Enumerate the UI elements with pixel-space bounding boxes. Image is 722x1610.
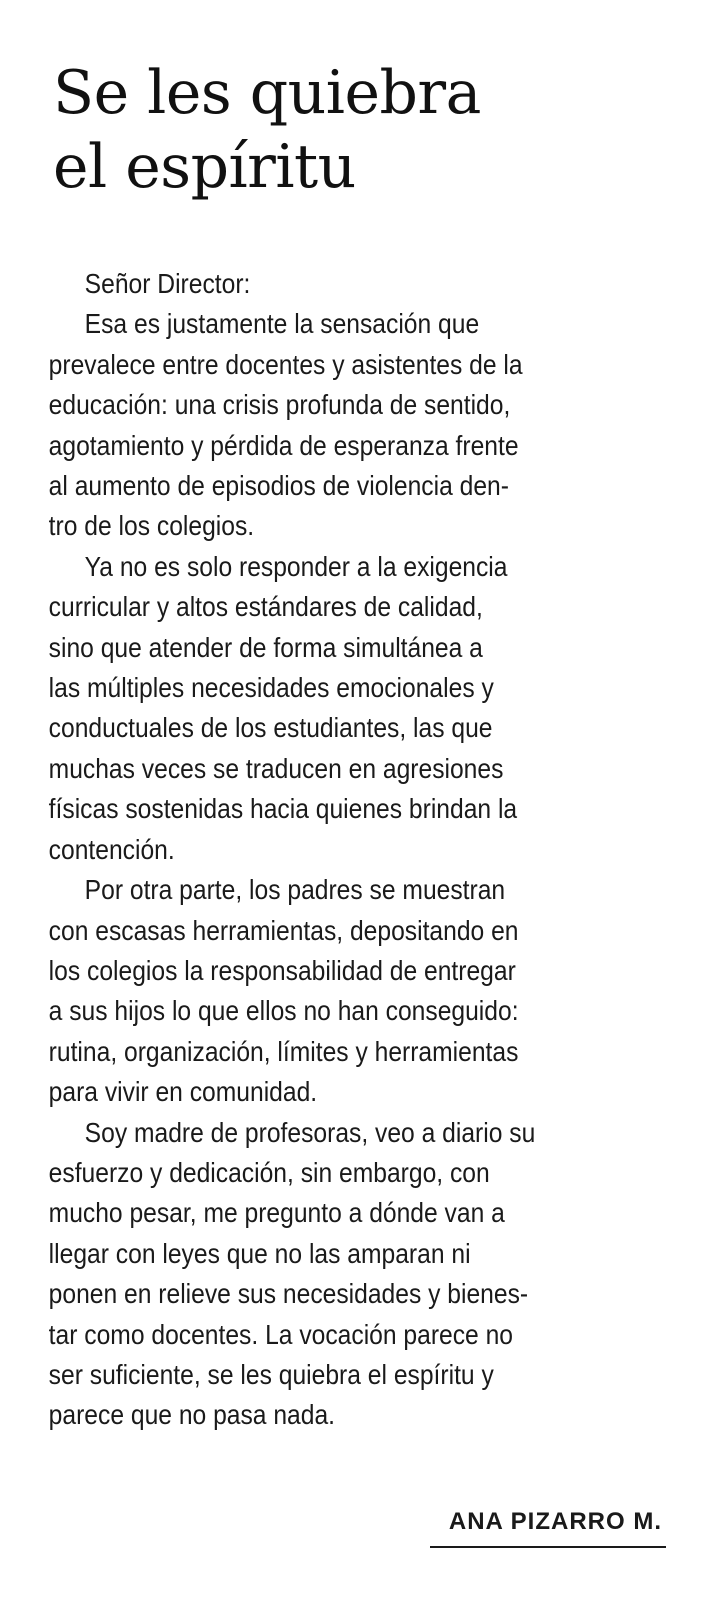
paragraph-line: para vivir en comunidad.	[48, 1076, 318, 1108]
paragraph-line: las múltiples necesidades emocionales y	[48, 672, 494, 704]
salutation	[53, 264, 667, 304]
paragraph-line: parece que no pasa nada.	[48, 1399, 336, 1431]
paragraph-line: educación: una crisis profunda de sentido,	[48, 389, 511, 421]
headline-line-1: Se les quiebra	[53, 58, 481, 128]
paragraph-line: tar como docentes. La vocación parece no	[48, 1318, 514, 1350]
paragraph-3	[48, 870, 667, 1112]
paragraph-line: sino que atender de forma simultánea a	[48, 631, 483, 663]
paragraph-line: ponen en relieve sus necesidades y bienes-	[48, 1278, 529, 1310]
headline-line-2: el espíritu	[53, 132, 356, 202]
paragraph-line: mucho pesar, me pregunto a dónde van a	[48, 1197, 505, 1229]
paragraph-line: físicas sostenidas hacia quienes brindan la	[48, 793, 518, 825]
paragraph-line: ser suficiente, se les quiebra el espíritu y	[48, 1358, 494, 1390]
signature-rule	[430, 1546, 666, 1548]
paragraph-4	[48, 1113, 667, 1436]
headline	[53, 56, 693, 204]
paragraph-1	[48, 304, 667, 546]
paragraph-line: Esa es justamente la sensación que	[84, 308, 480, 340]
signature: ANA PIZARRO M.	[448, 1508, 662, 1535]
paragraph-line: curricular y altos estándares de calidad,	[48, 591, 483, 623]
paragraph-line: Por otra parte, los padres se muestran	[84, 874, 506, 906]
paragraph-line: contención.	[48, 833, 175, 865]
paragraph-line: al aumento de episodios de violencia den-	[48, 470, 509, 502]
paragraph-line: llegar con leyes que no las amparan ni	[48, 1237, 471, 1269]
paragraph-line: con escasas herramientas, depositando en	[48, 914, 519, 946]
paragraph-line: Soy madre de profesoras, veo a diario su	[84, 1116, 536, 1148]
paragraph-line: Ya no es solo responder a la exigencia	[84, 550, 508, 582]
letter-body	[48, 264, 667, 1436]
paragraph-line: muchas veces se traducen en agresiones	[48, 752, 504, 784]
paragraph-line: conductuales de los estudiantes, las que	[48, 712, 493, 744]
paragraph-line: agotamiento y pérdida de esperanza frente	[48, 429, 519, 461]
paragraph-line: tro de los colegios.	[48, 510, 255, 542]
paragraph-2	[48, 547, 667, 870]
paragraph-line: los colegios la responsabilidad de entregar	[48, 954, 516, 986]
paragraph-line: a sus hijos lo que ellos no han conseguido:	[48, 995, 519, 1027]
salutation-text: Señor Director:	[84, 268, 251, 299]
paragraph-line: prevalece entre docentes y asistentes de la	[48, 348, 523, 380]
paragraph-line: esfuerzo y dedicación, sin embargo, con	[48, 1156, 490, 1188]
paragraph-line: rutina, organización, límites y herramientas	[48, 1035, 519, 1067]
